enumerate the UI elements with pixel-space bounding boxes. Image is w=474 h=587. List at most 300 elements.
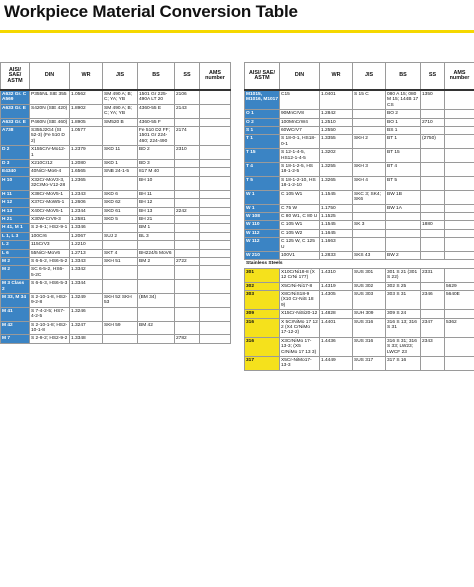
aisi-cell: D 3 (1, 160, 30, 168)
table-row (245, 282, 474, 290)
din-cell: X5CrNi-Ni17-8 (280, 282, 320, 290)
aisi-cell: W 210 (245, 251, 280, 259)
din-cell: X38Cr-MoV5-1 (30, 190, 70, 198)
ss-cell (421, 310, 445, 318)
ss-cell (175, 118, 200, 126)
table-row (245, 251, 474, 259)
jis-cell: SKD 6 (103, 190, 138, 198)
table-row (1, 118, 231, 126)
jis-cell (103, 335, 138, 343)
bs-cell: BH 21 (138, 215, 175, 223)
din-cell: S 2-9-1; HS2-9-1 (30, 224, 70, 232)
din-cell: S420N (StE 420) (30, 104, 70, 118)
bs-cell: BD 3 (138, 160, 175, 168)
jis-cell (353, 204, 386, 212)
aisi-cell: O 1 (245, 110, 280, 118)
bs-cell (386, 229, 421, 237)
table-row (1, 190, 231, 198)
jis-cell: SUS 301 (353, 268, 386, 282)
wr-cell: 1.0577 (70, 127, 103, 146)
table-row (245, 221, 474, 229)
table-row (245, 212, 474, 220)
wr-cell: 1.2510 (320, 118, 353, 126)
bs-cell: 316 S 31; 316 S 33; LW23; LWCF 23 (386, 337, 421, 356)
ams-cell (200, 176, 231, 190)
ams-cell (200, 146, 231, 160)
aisi-cell: T 15 (245, 149, 280, 163)
jis-cell (103, 127, 138, 146)
ams-cell (200, 190, 231, 198)
wr-cell: 1.1545 (320, 190, 353, 204)
section-heading: Stainless Steels (245, 260, 474, 268)
table-row (1, 335, 231, 343)
ss-cell: 2782 (175, 335, 200, 343)
wr-cell: 1.2344 (70, 207, 103, 215)
ams-cell (200, 266, 231, 280)
wr-cell: 1.2080 (70, 160, 103, 168)
jis-cell: SKS 43 (353, 251, 386, 259)
jis-cell (103, 224, 138, 232)
wr-cell: 1.1545 (320, 221, 353, 229)
jis-cell (353, 238, 386, 252)
aisi-cell: W 108 (245, 212, 280, 220)
table-row (245, 310, 474, 318)
ss-cell (421, 163, 445, 177)
wr-cell: 1.2581 (70, 215, 103, 223)
jis-cell: SKC 3; SK4; SK6 (353, 190, 386, 204)
ams-cell (200, 257, 231, 265)
jis-cell: SKD 5 (103, 215, 138, 223)
ams-cell (445, 176, 474, 190)
ams-cell (200, 232, 231, 240)
bs-cell: BL 3 (138, 232, 175, 240)
aisi-cell: H 41, M 1 (1, 224, 30, 232)
wr-cell: 1.2067 (70, 232, 103, 240)
jis-cell: SUS 316 (353, 318, 386, 337)
table-row (245, 357, 474, 371)
conversion-table-right (244, 62, 474, 371)
ams-cell (445, 212, 474, 220)
aisi-cell: 302 (245, 282, 280, 290)
table-row (1, 146, 231, 160)
table-row (1, 257, 231, 265)
bs-cell: 4360-55 F (138, 118, 175, 126)
table-row (245, 204, 474, 212)
jis-cell: SKH 2 (353, 135, 386, 149)
bs-cell: BM 42 (138, 321, 175, 335)
wr-cell: 1.6565 (70, 168, 103, 176)
table-row (245, 229, 474, 237)
ss-cell: 2343 (421, 337, 445, 356)
aisi-cell: T 1 (245, 135, 280, 149)
din-cell: X3CrNiMo 17-13-3; (X5 CrNiMo 17 13 3) (280, 337, 320, 356)
wr-cell: 1.4449 (320, 357, 353, 371)
jis-cell: SKH 3 (353, 163, 386, 177)
jis-cell (353, 118, 386, 126)
ss-cell (175, 232, 200, 240)
bs-cell: BW 2 (386, 251, 421, 259)
aisi-cell: W 112 (245, 229, 280, 237)
aisi-cell: H 10 (1, 176, 30, 190)
din-cell: C 105 W1 (280, 221, 320, 229)
din-cell: S 18-0-1, HS18-0-1 (280, 135, 320, 149)
ss-cell: 2106 (175, 90, 200, 104)
aisi-cell: H 21 (1, 215, 30, 223)
col-wr: WR (320, 63, 353, 91)
wr-cell: 1.2210 (70, 241, 103, 249)
ams-cell (200, 160, 231, 168)
col-ams: AMS number (200, 63, 231, 91)
bs-cell (138, 307, 175, 321)
table-row (1, 215, 231, 223)
table-row (1, 90, 231, 104)
aisi-cell: W 110 (245, 221, 280, 229)
din-cell: S 2-10-1-8, HS2-9-2-8 (30, 293, 70, 307)
ss-cell (421, 212, 445, 220)
bs-cell: BD 2 (138, 146, 175, 160)
table-row (245, 149, 474, 163)
wr-cell: 1.4436 (320, 337, 353, 356)
ams-cell (200, 207, 231, 215)
wr-cell: 1.2343 (70, 190, 103, 198)
wr-cell: 1.2842 (320, 110, 353, 118)
col-bs: BS (386, 63, 421, 91)
aisi-cell: A633 Gr. E (1, 104, 30, 118)
table-row (1, 160, 231, 168)
ams-cell (445, 337, 474, 356)
ss-cell: 2242 (175, 207, 200, 215)
ams-cell (200, 118, 231, 126)
din-cell: C 105 W1 (280, 190, 320, 204)
ams-cell (200, 90, 231, 104)
jis-cell: SKD 62 (103, 199, 138, 207)
wr-cell: 1.4305 (320, 290, 353, 309)
col-jis: JIS (103, 63, 138, 91)
ams-cell (200, 321, 231, 335)
wr-cell: 1.4401 (320, 318, 353, 337)
din-cell: 90MnCrV8 (280, 110, 320, 118)
ams-cell (200, 280, 231, 294)
din-cell: X30W-CrV9-3 (30, 215, 70, 223)
jis-cell (103, 266, 138, 280)
ss-cell (175, 215, 200, 223)
aisi-cell: T 4 (245, 163, 280, 177)
jis-cell (353, 229, 386, 237)
wr-cell: 1.2550 (320, 127, 353, 135)
table-row (1, 321, 231, 335)
din-cell: X 5CrNiMo 17 12 2 (X4 CrNiMo 17-12-2) (281, 319, 318, 336)
aisi-cell: W 1 (245, 190, 280, 204)
ams-cell (445, 90, 474, 110)
aisi-cell: M 2 (1, 257, 30, 265)
bs-cell (138, 241, 175, 249)
jis-cell: SK 3 (353, 221, 386, 229)
ss-cell: 2347 (421, 318, 445, 337)
wr-cell: 1.3202 (320, 149, 353, 163)
aisi-cell: M 7 (1, 335, 30, 343)
bs-cell: 309 S 24 (386, 310, 421, 318)
wr-cell: 1.2379 (70, 146, 103, 160)
din-cell: S 2-10-1-8; HS2-10-1-8 (30, 321, 70, 335)
aisi-cell: A738 (1, 127, 30, 146)
ss-cell (421, 204, 445, 212)
bs-cell (138, 280, 175, 294)
aisi-cell: M 33, M 34 (1, 293, 30, 307)
bs-cell: BH 13 (138, 207, 175, 215)
aisi-cell: O 2 (245, 118, 280, 126)
table-header-row (1, 63, 231, 91)
ams-cell (200, 249, 231, 257)
ss-cell (175, 190, 200, 198)
col-bs: BS (138, 63, 175, 91)
ss-cell (421, 229, 445, 237)
col-ss: SS (175, 63, 200, 91)
bs-cell (138, 335, 175, 343)
aisi-cell: 317 (245, 357, 280, 371)
ams-cell (445, 204, 474, 212)
ss-cell: 2710 (421, 118, 445, 126)
jis-cell (353, 149, 386, 163)
wr-cell: 1.3355 (320, 135, 353, 149)
aisi-cell: H 13 (1, 207, 30, 215)
ss-cell (421, 127, 445, 135)
ss-cell: 1350 (421, 90, 445, 110)
jis-cell: SKH 51 (103, 257, 138, 265)
col-ams: AMS number (445, 63, 474, 91)
wr-cell: 1.1750 (320, 204, 353, 212)
aisi-cell: W 1 (245, 204, 280, 212)
ss-cell: 2310 (175, 146, 200, 160)
ams-cell (445, 135, 474, 149)
aisi-cell: A632 Gr. C A569 (1, 90, 30, 104)
wr-cell: 1.3255 (320, 163, 353, 177)
din-cell: P460N (StE 460) (30, 118, 70, 126)
table-row (245, 190, 474, 204)
aisi-cell: M 2 (1, 266, 30, 280)
ss-cell (421, 190, 445, 204)
jis-cell: SNB 24-1-5 (103, 168, 138, 176)
aisi-cell: H 12 (1, 199, 30, 207)
aisi-cell: 309 (245, 310, 280, 318)
aisi-cell: A633 Gr. E (1, 118, 30, 126)
jis-cell (353, 127, 386, 135)
din-cell: S 6-5-3, HS6-5-3 (30, 280, 70, 294)
ss-cell (175, 307, 200, 321)
table-row (1, 127, 231, 146)
table-row (1, 168, 231, 176)
din-cell: S 18-1-2-10, HS 18-1-2-10 (280, 176, 320, 190)
din-cell: C 125 W, C 125 U (280, 238, 320, 252)
ams-cell (200, 215, 231, 223)
aisi-cell: H 11 (1, 190, 30, 198)
bs-cell: 4360-55 E (138, 104, 175, 118)
bs-cell: 817 M 40 (138, 168, 175, 176)
din-cell: S355J2G4 (St 52-3) (Fe 510 D 2) (30, 127, 70, 146)
bs-cell: BT 5 (386, 176, 421, 190)
din-cell: X5Cr-NiMo17-13-3 (280, 357, 320, 371)
wr-cell: 1.2606 (70, 199, 103, 207)
bs-cell: 316 S 13; 316 S 31 (386, 318, 421, 337)
ams-cell (445, 149, 474, 163)
bs-cell: 303 S 31 (386, 290, 421, 309)
ams-cell (445, 127, 474, 135)
ams-cell (200, 199, 231, 207)
table-row (245, 260, 474, 268)
col-aisi: AISI/ SAE/ ASTM (1, 63, 30, 91)
table-row (245, 110, 474, 118)
ams-cell (200, 293, 231, 307)
aisi-cell: 316 (245, 337, 280, 356)
col-aisi: AISI/ SAE/ ASTM (245, 63, 280, 91)
table-row (245, 176, 474, 190)
ams-cell (445, 190, 474, 204)
wr-cell: 1.0562 (70, 90, 103, 104)
bs-cell: BH 10 (138, 176, 175, 190)
ams-cell: 5640E (445, 290, 474, 309)
bs-cell: BO 1 (386, 118, 421, 126)
ss-cell: 2346 (421, 290, 445, 309)
jis-cell: SUJ 2 (103, 232, 138, 240)
table-row (245, 290, 474, 309)
jis-cell: SKH 52 SKH 53 (103, 293, 138, 307)
din-cell: X32Cr-MoV3-3, 32CrMo-V12-28 (30, 176, 70, 190)
table-row (1, 280, 231, 294)
jis-cell: SKH 4 (353, 176, 386, 190)
wr-cell: 1.3265 (320, 176, 353, 190)
ss-cell (175, 266, 200, 280)
table-row (245, 135, 474, 149)
din-cell: C 80 W1, C 80 U (280, 212, 320, 220)
bs-cell (386, 212, 421, 220)
aisi-cell: 316 (245, 318, 280, 337)
bs-cell: BH224/5 MoV6 (138, 249, 175, 257)
bs-cell: BW 1B (386, 190, 421, 204)
ams-cell (200, 241, 231, 249)
din-cell: 40NiCr-Mo6-4 (30, 168, 70, 176)
conversion-table-left (0, 62, 231, 344)
din-cell: X10CrNi18-8 (X 12 CrNi 177) (280, 268, 320, 282)
table-row (245, 90, 474, 110)
ss-cell (421, 251, 445, 259)
din-cell: X8CrNiS18-9 (X10 Cr-NiS 18 9) (280, 290, 320, 309)
bs-cell: BM 1 (138, 224, 175, 232)
din-cell: 55NiCr-MoV6 (30, 249, 70, 257)
ams-cell (200, 224, 231, 232)
aisi-cell: M 42 (1, 321, 30, 335)
din-cell: P355NL SIE 355 (30, 90, 70, 104)
ams-cell (445, 238, 474, 252)
ss-cell: 2174 (175, 127, 200, 146)
table-row (245, 318, 474, 337)
table-row (1, 224, 231, 232)
din-cell: S 12-1-4-5, HS12-1-4-5 (280, 149, 320, 163)
table-row (245, 337, 474, 356)
wr-cell: 1.1525 (320, 212, 353, 220)
wr-cell: 1.3344 (70, 280, 103, 294)
ams-cell (445, 110, 474, 118)
table-row (245, 127, 474, 135)
wr-cell: 1.2365 (70, 176, 103, 190)
jis-cell: SKT 4 (103, 249, 138, 257)
aisi-cell: S 1 (245, 127, 280, 135)
din-cell: C 75 W (280, 204, 320, 212)
jis-cell: SKD 61 (103, 207, 138, 215)
jis-cell (103, 241, 138, 249)
ams-cell (200, 104, 231, 118)
ams-cell (200, 307, 231, 321)
aisi-cell: 301 (245, 268, 280, 282)
din-cell: S 2-9-2; HS2-9-2 (30, 335, 70, 343)
ams-cell (445, 163, 474, 177)
din-cell: C 105 W2 (280, 229, 320, 237)
jis-cell: SUS 317 (353, 357, 386, 371)
din-cell: S 18-1-2-5, HS 18-1-2-5 (280, 163, 320, 177)
bs-cell (138, 266, 175, 280)
col-wr: WR (70, 63, 103, 91)
ss-cell (175, 176, 200, 190)
ss-cell (175, 321, 200, 335)
bs-cell: 1501 Gr 225-490A LT 20 (138, 90, 175, 104)
table-row (245, 268, 474, 282)
jis-cell: SKD 11 (103, 146, 138, 160)
aisi-cell: L 2 (1, 241, 30, 249)
col-jis: JIS (353, 63, 386, 91)
jis-cell (103, 280, 138, 294)
jis-cell: SUS 303 (353, 290, 386, 309)
table-row (1, 241, 231, 249)
aisi-cell: M 3 Class 2 (1, 280, 30, 294)
col-ss: SS (421, 63, 445, 91)
bs-cell: BW 1A (386, 204, 421, 212)
jis-cell: SM 490 A; B; C; YA; YB (103, 104, 138, 118)
ss-cell (421, 238, 445, 252)
ams-cell (445, 118, 474, 126)
ams-cell (200, 335, 231, 343)
ss-cell (175, 249, 200, 257)
bs-cell: 301 S 21 (301 S 22) (386, 268, 421, 282)
wr-cell: 1.4319 (320, 282, 353, 290)
ss-cell: 1880 (421, 221, 445, 229)
din-cell: X40Cr-MoV5-1 (30, 207, 70, 215)
table-row (245, 118, 474, 126)
wr-cell: 1.8905 (70, 118, 103, 126)
ss-cell: (2750) (421, 135, 445, 149)
ss-cell (421, 357, 445, 371)
wr-cell: 1.1663 (320, 238, 353, 252)
aisi-cell: E4340 (1, 168, 30, 176)
col-din: DIN (280, 63, 320, 91)
aisi-cell: T 5 (245, 176, 280, 190)
din-cell: S 7-4-2-5; HS7-4-2-5 (30, 307, 70, 321)
table-header-row (245, 63, 474, 91)
din-cell: X210Cr12 (30, 160, 70, 168)
table-row (1, 266, 231, 280)
din-cell: C15 (280, 90, 320, 110)
jis-cell: SKH 59 (103, 321, 138, 335)
wr-cell: 1.3348 (70, 335, 103, 343)
table-row (245, 238, 474, 252)
wr-cell: 1.4310 (320, 268, 353, 282)
title-underline (0, 30, 474, 33)
ss-cell (175, 293, 200, 307)
din-cell: 100V1 (280, 251, 320, 259)
ams-cell (445, 268, 474, 282)
jis-cell: S 15 C (353, 90, 386, 110)
ss-cell (175, 168, 200, 176)
din-cell: X37Cr-MoW5-1 (30, 199, 70, 207)
bs-cell: BT 1 (386, 135, 421, 149)
aisi-cell: M 41 (1, 307, 30, 321)
